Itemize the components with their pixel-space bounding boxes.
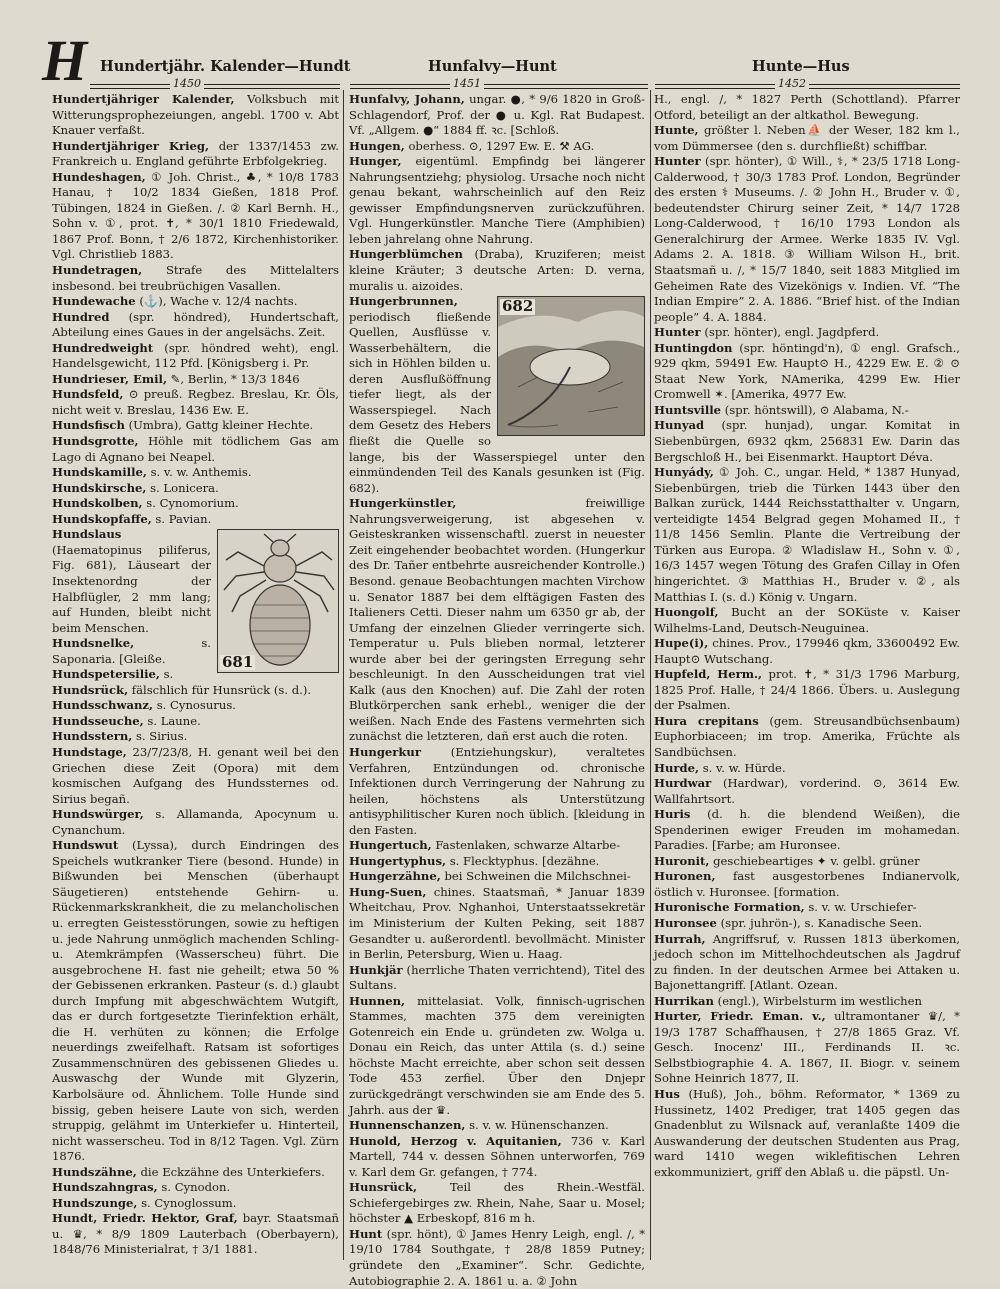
dictionary-entry [52, 372, 339, 388]
page-number-middle: 1451 [450, 77, 484, 90]
entry-text: (spr. höndred), Hundertschaft, Abteilung eines Gaues in der angelsächs. Zeit. [52, 309, 339, 340]
entry-text: Strafe des Mittelalters insbesond. bei treubrüchigen Vasallen. [52, 263, 339, 293]
entry-text: (spr. hönter), engl. Jagdpferd. [700, 325, 880, 340]
dictionary-entry [349, 838, 645, 854]
entry-headword: Hundslaus [52, 527, 122, 542]
entry-headword: Hungerzähne, [349, 869, 441, 884]
figure-681-louse [217, 529, 339, 673]
entry-headword: Hundsfisch [52, 418, 125, 433]
dictionary-entry [52, 294, 339, 310]
dictionary-entry [349, 854, 645, 870]
dictionary-entry [654, 854, 960, 870]
dictionary-entry [654, 465, 960, 605]
entry-headword: Hurde, [654, 760, 700, 775]
dictionary-entry [654, 667, 960, 714]
dictionary-entry [654, 1009, 960, 1087]
page-number-row-left [90, 78, 340, 92]
entry-headword: Hundeshagen, [52, 169, 146, 184]
entry-headword: Huronen, [654, 869, 716, 884]
dictionary-entry [654, 1087, 960, 1180]
entry-text: fälschlich für Hunsrück (s. d.). [128, 682, 312, 697]
dictionary-entry [349, 885, 645, 963]
entry-text: s. Cynomorium. [142, 496, 239, 511]
page-number-right: 1452 [775, 77, 809, 90]
entry-text: (Lyssa), durch Eindringen des Speichels wutkranker Tiere (besond. Hunde) in Bißwunden bei Menschen (überhaupt Säugetieren) entstehende Gehirn- u. Rückenmarkskrankheit, die zu melancholischen u. erregten Geistesstörungen, sowie zu heftigen u. jede Nahrung unmöglich machenden Schling- u. Atemkrämpfen (Wasserscheu) führt. Die ausgebrochene H. fast nie geheilt; etwa 50 % der Gebissenen erkranken. Pasteur (s. d.) glaubt durch Impfung mit abgeschwächtem Wutgift, das er durch fortgesetzte Tierinfektion erhält, die H. verhüten zu können; die Erfolge neuerdings zweifelhaft. Ratsam ist sofortiges Zusammenschnüren des gebissenen Gliedes u. Auswaschg der Wunde mit Glyzerin, Karbolsäure od. Ähnlichem. Tolle Hunde sind bissig, geben heisere Laute von sich, werden struppig, gelähmt im Unterkiefer u. Hinterteil, nicht wasserscheu. Tod in 8/12 Tagen. Vgl. Zürn 1876. [52, 838, 339, 1164]
figure-number: 682 [502, 297, 534, 316]
entry-headword: Hundsnelke, [52, 636, 135, 651]
entry-headword: Hurrah, [654, 931, 706, 946]
entry-text: (spr. hunjad), ungar. Komitat in Siebenbürgen, 6932 qkm, 256831 Ew. Darin das Bergschloß H., bei Eisenmarkt. Hauptort Déva. [654, 418, 960, 464]
entry-text: ① Joh. C., ungar. Held, * 1387 Hunyad, Siebenbürgen, trieb die Türken 1443 über den Balkan zurück, 1444 Reichsstatthalter v. Ungarn, verteidigte 1454 Belgrad gegen Mohamed II., † 11/8 1456 Semlin. Plante die Vertreibung der Türken aus Europa. ② Wladislaw H., Sohn v. ①, 16/3 1457 wegen Tötung des Grafen Cillay in Ofen hingerichtet. ③ Matthias H., Bruder v. ②, als Matthias I. (s. d.) König v. Ungarn. [654, 465, 960, 604]
dictionary-entry [52, 807, 339, 838]
entry-text: s. Cynodon. [157, 1180, 231, 1195]
entry-headword: Hungertyphus, [349, 853, 447, 868]
entry-headword: Hungen, [349, 138, 405, 153]
entry-headword: Hunt [349, 1226, 383, 1241]
column-divider [343, 90, 344, 1260]
entry-text: Volksbuch mit Witterungsprophezeiungen, angebl. 1700 v. Abt Knauer verfaßt. [52, 92, 339, 138]
dictionary-entry [52, 683, 339, 699]
dictionary-entry [52, 698, 339, 714]
entry-text: s. [159, 667, 174, 682]
entry-text: periodisch fließende Quellen, Ausflüsse v. Wasserbehältern, die sich in Höhlen bilden u. deren Ausflußöffnung tiefer liegt, als der Wasserspiegel. Nach dem Gesetz des Hebers fließt die Quelle so lange, bis der Wasserspiegel unter den einmündenden Teil des Kanals gesunken ist (Fig. 682). [349, 309, 645, 495]
dictionary-entry [654, 154, 960, 325]
entry-headword: Hupe(i), [654, 636, 709, 651]
dictionary-entry [654, 900, 960, 916]
entry-text: Angriffsruf, v. Russen 1813 überkomen, jedoch schon im Mittelhochdeutschen als Jagdruf zu finden. In der deutschen Armee bei Attaken u. Bajonettangriff. [Atlant. Ozean. [654, 931, 960, 993]
dictionary-entry [349, 1118, 645, 1134]
entry-text: die Eckzähne des Unterkiefers. [136, 1164, 325, 1179]
entry-headword: Hundsseuche, [52, 713, 144, 728]
entry-headword: Hurrikan [654, 993, 714, 1008]
entry-text: größter l. Neben⛵ der Weser, 182 km l., vom Dümmersee (den s. durchfließt) schiffbar. [654, 123, 960, 153]
entry-headword: Hunkjär [349, 962, 403, 977]
entry-text: prot. ✝, * 31/3 1796 Marburg, 1825 Prof. Halle, † 24/4 1866. Übers. u. Auslegung der Psalmen. [654, 667, 961, 713]
entry-text: oberhess. ⊙, 1297 Ew. E. ⚒ AG. [404, 138, 595, 153]
entry-text: ✎, Berlin, * 13/3 1846 [167, 371, 300, 386]
entry-text: (d. h. die blendend Weißen), die Spenderinen ewiger Freuden im mohamedan. Paradies. [Farbe; am Huronsee. [654, 807, 960, 853]
entry-headword: Hundsgrotte, [52, 434, 139, 449]
entry-text: freiwillige Nahrungsverweigerung, ist abgesehen v. Geisteskranken wissenschaftl. zuerst in neuester Zeit eingehender beobachtet worden. (Hungerkur des Dr. Tañer entbehrte ausreichender Kontrolle.) Besond. genaue Beobachtungen machten Virchow u. Senator 1887 bei dem elftägigen Fasten des Italieners Cetti. Dieser nahm um 6350 gr ab, der Umfang der einzelnen Glieder verringerte sich. Temperatur u. Puls blieben normal, letzterer wurde aber bei der geringsten Erregung sehr beschleunigt. In den Ausscheidungen trat viel Kalk (aus den Knochen) auf. Die Zahl der roten Blutkörperchen sank erhebl., weniger die der weißen. Nach Ende des Fastens vermehrten sich zunächst die letzteren, dañ erst auch die roten. [349, 496, 645, 744]
entry-headword: Hundskamille, [52, 465, 147, 480]
entry-headword: Huris [654, 807, 691, 822]
dictionary-entry [52, 139, 339, 170]
entry-text: Höhle mit tödlichem Gas am Lago di Agnano bei Neapel. [52, 434, 339, 464]
entry-headword: Huntsville [654, 402, 722, 417]
entry-headword: Hunter [654, 154, 701, 169]
dictionary-entry [349, 247, 645, 294]
entry-headword: Hundsfeld, [52, 387, 124, 402]
dictionary-entry [52, 418, 339, 434]
entry-headword: Hundsrück, [52, 682, 129, 697]
header-right: Hunte—Hus [752, 58, 850, 75]
dictionary-entry [654, 916, 960, 932]
entry-text: (Entziehungskur), veraltetes Verfahren, Entzündungen od. chronische Infektionen durch Verringerung der Nahrung zu heilen, höchstens als Unterstützung antisyphilitischer Kuren noch üblich. [kleidung in den Fasten. [349, 744, 645, 837]
entry-headword: Hunte, [654, 123, 699, 138]
entry-text: (spr. höntswill), ⊙ Alabama, N.- [721, 402, 909, 417]
page-number-row-middle [350, 78, 648, 92]
entry-text: s. v. w. Urschiefer- [804, 900, 917, 915]
entry-headword: Hunyad [654, 418, 705, 433]
entry-text: 736 v. Karl Martell, 744 v. dessen Söhnen unterworfen, 769 v. Karl dem Gr. gefangen, † 774. [349, 1133, 645, 1179]
entry-text: ungar. ●, * 9/6 1820 in Groß-Schlagendorf, Prof. der ● u. Kgl. Rat Budapest. Vf. „Allgem. ●“ 1884 ff. ꝛc. [Schloß. [349, 92, 645, 138]
figure-682-spring [497, 296, 645, 436]
dictionary-entry [654, 605, 960, 636]
entry-headword: Hundszähne, [52, 1164, 137, 1179]
entry-headword: Hundstage, [52, 744, 127, 759]
entry-headword: Hundrieser, Emil, [52, 371, 167, 386]
entry-headword: Huongolf, [654, 605, 719, 620]
entry-headword: Hura crepitans [654, 713, 759, 728]
entry-headword: Hundertjähriger Krieg, [52, 138, 210, 153]
entry-text: mittelasiat. Volk, finnisch-ugrischen Stammes, machten 375 dem vereinigten Gotenreich ein Ende u. gründeten zw. Wolga u. Donau ein Reich, das unter Attila (s. d.) seine höchste Macht erreichte, aber schon seit dessen Tode 453 zerfiel. Über den Dnjepr zurückgedrängt verschwinden sie am Ende des 5. Jahrh. aus der ♛. [349, 993, 645, 1117]
entry-text: chines. Prov., 179946 qkm, 33600492 Ew. Haupt⊙ Wutschang. [654, 636, 960, 666]
dictionary-entry [654, 807, 960, 854]
dictionary-entry [654, 92, 960, 123]
dictionary-entry [52, 1196, 339, 1212]
entry-text: 23/7/23/8, H. genant weil bei den Griechen diese Zeit (Opora) mit dem kosmischen Aufgang des Hundssternes od. Sirius begañ. [52, 744, 339, 806]
entry-headword: Hundswürger, [52, 807, 144, 822]
dictionary-entry [654, 403, 960, 419]
entry-text: s. Pavian. [151, 511, 212, 526]
page-number-left: 1450 [170, 77, 204, 90]
entry-text: fast ausgestorbenes Indianervolk, östlich v. Huronsee. [formation. [654, 869, 960, 899]
entry-headword: Hunnen, [349, 993, 406, 1008]
entry-headword: Hundred [52, 309, 110, 324]
dictionary-entry [654, 341, 960, 403]
column-divider [650, 90, 651, 1260]
entry-text: der 1337/1453 zw. Frankreich u. England geführte Erbfolgekrieg. [52, 138, 339, 169]
entry-text: chines. Staatsmañ, * Januar 1839 Wheitchau, Prov. Nghanhoi, Unterstaatssekretär im Ministerium der Kulten Peking, seit 1887 Gesandter u. außerordentl. bevollmächt. Minister in Berlin, Petersburg, Wien u. Haag. [349, 884, 645, 962]
entry-text: s. v. w. Anthemis. [146, 465, 252, 480]
entry-headword: Hundsstern, [52, 729, 133, 744]
entry-headword: Hungerkur [349, 744, 421, 759]
entry-headword: Hundewache [52, 294, 136, 309]
entry-text: ⊙ preuß. Regbez. Breslau, Kr. Öls, nicht weit v. Breslau, 1436 Ew. E. [52, 387, 339, 417]
dictionary-entry [52, 1211, 339, 1258]
dictionary-entry [52, 263, 339, 294]
entry-headword: Hunyády, [654, 465, 714, 480]
dictionary-entry [52, 92, 339, 139]
entry-headword: Hundt, Friedr. Hektor, Graf, [52, 1211, 238, 1226]
entry-text: (Umbra), Gattg kleiner Hechte. [124, 418, 314, 433]
entry-headword: Hundskopfaffe, [52, 511, 152, 526]
entry-text: (spr. hönter), ① Will., ⚕, * 23/5 1718 Long-Calderwood, † 30/3 1783 Prof. London, Begründer des ersten ⚕ Museums. /. ② John H., Bruder v. ①, bedeutendster Chirurg seiner Zeit, * 14/7 1728 Long-Calderwood, † 16/10 1793 London als Generalchirurg der Armee. Werke 1835 IV. Vgl. Adams 2. A. 1818. ③ William Wilson H., brit. Staatsmañ u. /, * 15/7 1840, seit 1883 Mitglied im Geheimen Rate des Vizekönigs v. Indien. Vf. “The Indian Empire” 2. A. 1886. “Brief hist. of the Indian people” 4. A. 1884. [654, 154, 960, 324]
entry-headword: Hungerkünstler, [349, 496, 457, 511]
louse-illustration [218, 530, 338, 672]
entry-headword: Hundszahngras, [52, 1180, 158, 1195]
entry-headword: Hungerblümchen [349, 247, 463, 262]
entry-headword: Hundsschwanz, [52, 698, 154, 713]
entry-headword: Hung-Suen, [349, 884, 427, 899]
entry-text: (herrliche Thaten verrichtend), Titel des Sultans. [349, 962, 645, 993]
figure-number: 681 [222, 652, 254, 671]
dictionary-entry [654, 869, 960, 900]
entry-headword: Hundskirsche, [52, 480, 147, 495]
entry-text: s. Laune. [143, 713, 201, 728]
entry-text: ① Joh. Christ., ♣, * 10/8 1783 Hanau, † 10/2 1834 Gießen, 1818 Prof. Tübingen, 1824 in Gießen. /. ② Karl Bernh. H., Sohn v. ①, prot. ✝, * 30/1 1810 Friedewald, 1867 Prof. Bonn, † 2/6 1872, Kirchenhistoriker. Vgl. Christlieb 1883. [52, 169, 339, 262]
entry-text: (Huß), Joh., böhm. Reformator, * 1369 zu Hussinetz, 1402 Prediger, trat 1405 gegen das Gnadenblut zu Wilsnack auf, veranlaßte 1409 die Auswanderung der deutschen Studenten aus Prag, ward 1410 wegen wiklefitischen Lehren exkommuniziert, griff den Ablaß u. die päpstl. Un- [654, 1087, 960, 1179]
entry-headword: Hundredweight [52, 340, 154, 355]
dictionary-entry [654, 636, 960, 667]
entry-text: (spr. höndred weht), engl. Handelsgewicht, 112 Pfd. [Königsberg i. Pr. [52, 340, 339, 371]
header-middle: Hunfalvy—Hunt [428, 58, 557, 75]
entry-text: eigentüml. Empfindg bei längerer Nahrungsentziehg; physiolog. Ursache noch nicht genau bekant, wahrscheinlich auf den Reiz gewisser Empfindungsnerven zurückzuführen. Vgl. Hungerkünstler. Manche Tiere (Amphibien) leben jahrelang ohne Nahrung. [349, 154, 645, 246]
dictionary-entry [349, 92, 645, 139]
dictionary-entry [349, 139, 645, 155]
header-left: Hundertjähr. Kalender—Hundt [100, 58, 351, 75]
entry-text: (⚓), Wache v. 12/4 nachts. [135, 294, 298, 309]
entry-headword: Hundspetersilie, [52, 667, 160, 682]
dictionary-entry [52, 434, 339, 465]
dictionary-entry [654, 932, 960, 994]
entry-headword: Hundertjähriger Kalender, [52, 92, 235, 106]
entry-text: s. Saponaria. [Gleiße. [52, 636, 211, 666]
entry-headword: Hurdwar [654, 776, 712, 791]
dictionary-entry [52, 465, 339, 481]
dictionary-entry [52, 310, 339, 341]
spring-cave-illustration [498, 297, 644, 435]
dictionary-entry [52, 481, 339, 497]
entry-headword: Hunnenschanzen, [349, 1118, 466, 1133]
dictionary-entry [349, 1180, 645, 1227]
entry-text: (Draba), Kruziferen; meist kleine Kräuter; 3 deutsche Arten: D. verna, muralis u. aizoides. [349, 247, 645, 293]
entry-headword: Huronsee [654, 915, 717, 930]
entry-text: bayr. Staatsmañ u. ♛, * 8/9 1809 Lauterbach (Oberbayern), 1848/76 Ministerialrat, † 3/1 1881. [52, 1211, 339, 1257]
dictionary-entry [349, 294, 645, 496]
dictionary-entry [52, 512, 339, 528]
column-middle [349, 92, 645, 1288]
entry-text: Teil des Rhein.-Westfäl. Schiefergebirges zw. Rhein, Nahe, Saar u. Mosel; höchster ▲ Erbeskopf, 816 m h. [349, 1180, 645, 1226]
entry-headword: Hupfeld, Herm., [654, 667, 763, 682]
column-right [654, 92, 960, 1262]
dictionary-entry [52, 496, 339, 512]
entry-text: ultramontaner ♛/, * 19/3 1787 Schaffhausen, † 27/8 1865 Graz. Vf. Gesch. Inocenz' III., Ferdinands II. ꝛc. Selbstbiographie 4. A. 1867, II. Biogr. v. seinem Sohne Heinrich 1877, II. [654, 1009, 960, 1086]
entry-text: (Hardwar), vorderind. ⊙, 3614 Ew. Wallfahrtsort. [654, 776, 960, 806]
entry-headword: Hus [654, 1087, 680, 1101]
dictionary-entry [52, 729, 339, 745]
entry-headword: Hunfalvy, Johann, [349, 92, 465, 106]
dictionary-entry [52, 1180, 339, 1196]
entry-text: Fastenlaken, schwarze Altarbe- [431, 838, 621, 853]
entry-text: s. Sirius. [132, 729, 188, 744]
dictionary-entry [654, 761, 960, 777]
entry-text: (gem. Streusandbüchsenbaum) Euphorbiaceen; im trop. Amerika, Früchte als Sandbüchsen. [654, 713, 961, 759]
entry-text: (spr. höntingd'n), ① engl. Grafsch., 929 qkm, 59491 Ew. Haupt⊙ H., 4229 Ew. E. ② ⊙ Staat New York, NAmerika, 4299 Ew. Hier Cromwell ✶. [Amerika, 4977 Ew. [654, 340, 960, 402]
entry-headword: Hungerbrunnen, [349, 294, 458, 309]
dictionary-entry [52, 170, 339, 263]
dictionary-entry [52, 341, 339, 372]
dictionary-entry [349, 963, 645, 994]
entry-headword: Huntingdon [654, 340, 733, 355]
entry-text: (Haematopinus piliferus, Fig. 681), Läuseart der Insektenordng der Halbflügler, 2 mm lang; auf Hunden, bleibt nicht beim Menschen. [52, 542, 211, 635]
entry-text: H., engl. /, * 1827 Perth (Schottland). Pfarrer Otford, beteiligt an der altkathol. Bewegung. [654, 92, 960, 122]
entry-text: geschiebeartiges ✦ v. gelbl. grüner [709, 853, 920, 868]
entry-text: s. v. w. Hürde. [699, 760, 786, 775]
entry-headword: Hundswut [52, 838, 119, 853]
dictionary-entry [349, 869, 645, 885]
dictionary-entry [349, 1134, 645, 1181]
dictionary-entry [349, 745, 645, 838]
entry-headword: Hunter [654, 325, 701, 340]
dictionary-entry [52, 838, 339, 1164]
dictionary-entry [52, 745, 339, 807]
dictionary-entry [654, 418, 960, 465]
column-left [52, 92, 339, 1262]
entry-headword: Hurter, Friedr. Eman. v., [654, 1009, 826, 1024]
entry-headword: Hunsrück, [349, 1180, 418, 1195]
entry-text: (spr. hönt), ① James Henry Leigh, engl. /, * 19/10 1784 Southgate, † 28/8 1859 Putney; gründete den „Examiner“. Schr. Gedichte, Autobiographie 2. A. 1861 u. a. ② John [349, 1226, 645, 1288]
entry-text: s. Allamanda, Apocynum u. Cynanchum. [52, 807, 339, 837]
entry-text: s. Flecktyphus. [dezähne. [446, 853, 600, 868]
entry-headword: Hundskolben, [52, 496, 143, 511]
entry-text: s. Cynosurus. [153, 698, 236, 713]
entry-headword: Huronische Formation, [654, 900, 805, 915]
entry-text: (spr. juhrön-), s. Kanadische Seen. [716, 915, 923, 930]
entry-text: Bucht an der SOKüste v. Kaiser Wilhelms-Land, Deutsch-Neuguinea. [654, 605, 960, 635]
entry-headword: Hundetragen, [52, 263, 143, 278]
entry-headword: Hunold, Herzog v. Aquitanien, [349, 1133, 562, 1148]
entry-text: bei Schweinen die Milchschnei- [440, 869, 631, 884]
dictionary-entry [654, 325, 960, 341]
section-letter: H [42, 28, 88, 93]
dictionary-entry [52, 1165, 339, 1181]
dictionary-entry [349, 154, 645, 247]
entry-text: (engl.), Wirbelsturm im westlichen [713, 993, 922, 1008]
entry-headword: Hunger, [349, 154, 402, 169]
dictionary-entry [349, 994, 645, 1118]
dictionary-entry [654, 776, 960, 807]
dictionary-entry [349, 496, 645, 745]
entry-headword: Huronit, [654, 853, 710, 868]
entry-headword: Hungertuch, [349, 838, 432, 853]
dictionary-entry [654, 123, 960, 154]
dictionary-entry [52, 714, 339, 730]
dictionary-entry [654, 994, 960, 1010]
dictionary-entry [52, 387, 339, 418]
entry-text: s. Cynoglossum. [137, 1195, 237, 1210]
page-number-row-right [655, 78, 960, 92]
entry-text: s. v. w. Hünenschanzen. [465, 1118, 609, 1133]
dictionary-entry [654, 714, 960, 761]
dictionary-entry [349, 1227, 645, 1289]
entry-text: s. Lonicera. [146, 480, 219, 495]
entry-headword: Hundszunge, [52, 1195, 138, 1210]
